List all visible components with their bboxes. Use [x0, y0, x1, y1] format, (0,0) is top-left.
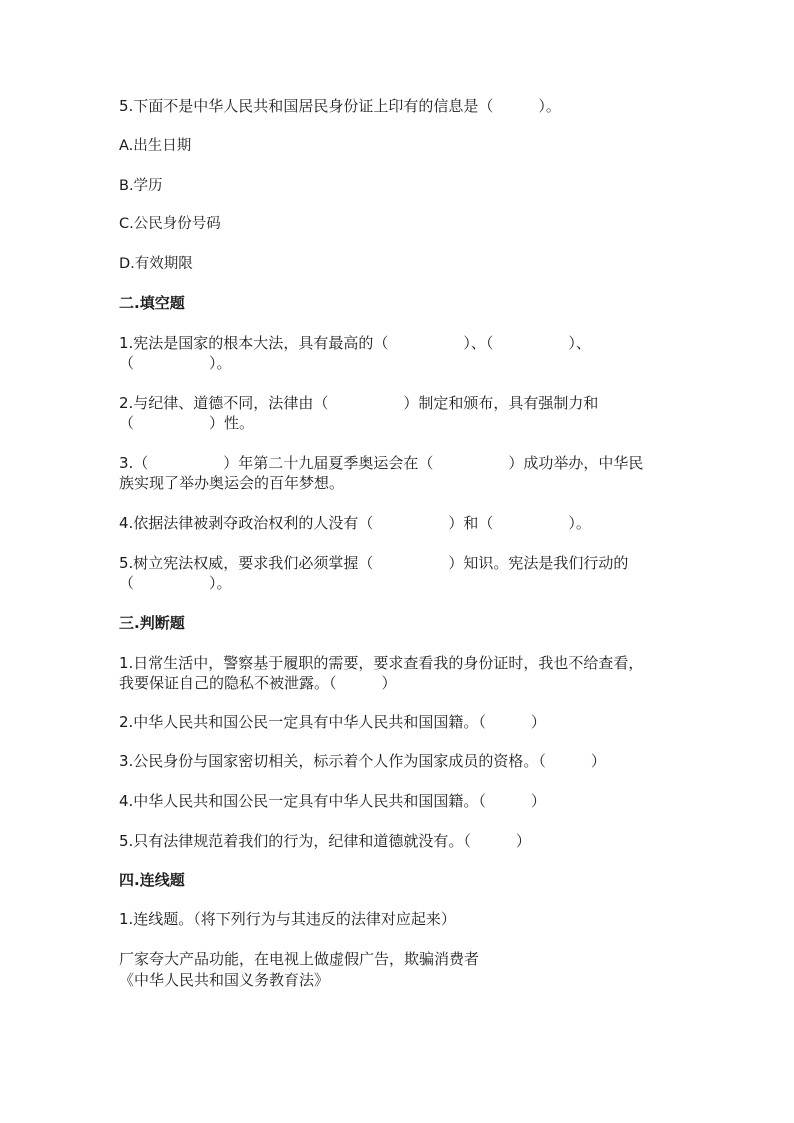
- judge-question-4: 4.中华人民共和国公民一定具有中华人民共和国国籍。（ ）: [119, 792, 546, 810]
- matching-question-1: 1.连线题。（将下列行为与其违反的法律对应起来）: [119, 910, 456, 928]
- fill-question-5-line2: （ ）。: [119, 574, 232, 592]
- fill-question-4: 4.依据法律被剥夺政治权利的人没有（ ）和（ ）。: [119, 514, 591, 532]
- matching-item-behavior: 厂家夸大产品功能，在电视上做虚假广告，欺骗消费者: [119, 950, 480, 968]
- judge-question-1-line1: 1.日常生活中，警察基于履职的需要，要求查看我的身份证时，我也不给查看，: [119, 654, 644, 672]
- fill-question-5-line1: 5.树立宪法权威，要求我们必须掌握（ ）知识。宪法是我们行动的: [119, 554, 629, 572]
- judge-question-1-line2: 我要保证自己的隐私不被泄露。（ ）: [119, 674, 397, 692]
- mc-option-b: B.学历: [119, 178, 163, 194]
- mc-option-c: C.公民身份号码: [119, 216, 221, 232]
- matching-item-law: 《中华人民共和国义务教育法》: [119, 971, 330, 989]
- fill-question-1-line1: 1.宪法是国家的根本大法，具有最高的（ ）、（ ）、: [119, 334, 591, 352]
- judge-question-2: 2.中华人民共和国公民一定具有中华人民共和国国籍。（ ）: [119, 713, 546, 731]
- mc-option-a: A.出生日期: [119, 138, 192, 154]
- judge-question-5: 5.只有法律规范着我们的行为，纪律和道德就没有。（ ）: [119, 832, 531, 850]
- fill-question-1-line2: （ ）。: [119, 354, 232, 372]
- fill-question-3-line2: 族实现了举办奥运会的百年梦想。: [119, 474, 345, 492]
- mc-option-d: D.有效期限: [119, 256, 193, 272]
- fill-question-2-line2: （ ）性。: [119, 414, 255, 432]
- fill-question-2-line1: 2.与纪律、道德不同，法律由（ ）制定和颁布，具有强制力和: [119, 394, 599, 412]
- section-heading-fill-blank: 二.填空题: [119, 294, 185, 312]
- section-heading-matching: 四.连线题: [119, 871, 185, 889]
- fill-question-3-line1: 3.（ ）年第二十九届夏季奥运会在（ ）成功举办，中华民: [119, 454, 644, 472]
- judge-question-3: 3.公民身份与国家密切相关，标示着个人作为国家成员的资格。（ ）: [119, 752, 606, 770]
- section-heading-judgment: 三.判断题: [119, 614, 185, 632]
- mc-question-5: 5.下面不是中华人民共和国居民身份证上印有的信息是（ ）。: [119, 97, 561, 115]
